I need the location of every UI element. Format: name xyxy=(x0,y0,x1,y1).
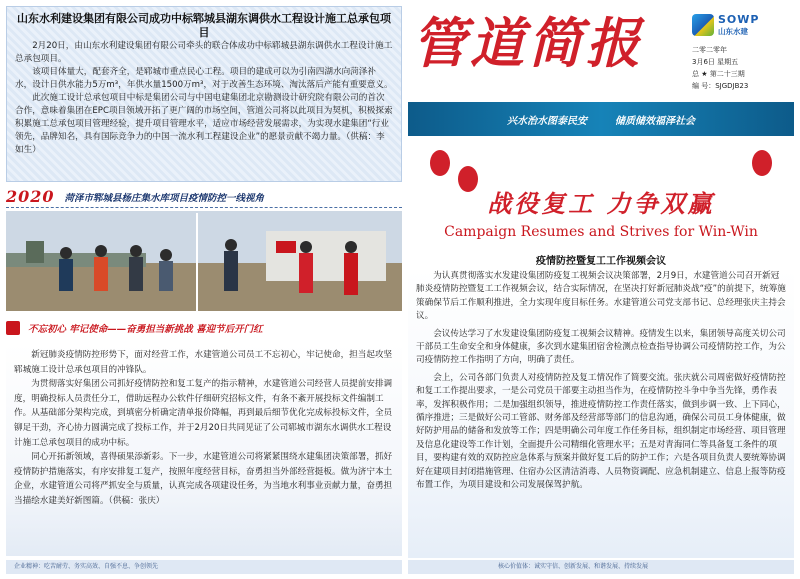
left-column xyxy=(6,6,402,574)
photo-section-header xyxy=(6,186,402,208)
right-column xyxy=(408,6,794,574)
year-label: 2020 xyxy=(6,187,55,206)
initial-mission-banner-text: 不忘初心 牢记使命——奋勇担当新挑战 喜迎节后开门红 xyxy=(28,324,263,335)
slogan-1: 兴水治水图泰民安 xyxy=(507,115,587,127)
lantern-icon xyxy=(752,150,772,176)
article-mission-paragraph-3: 同心开拓新领域，喜得硕果添新彩。下一步，水建管道公司将紧紧围绕水建集团决策部署，抓好疫情防护措施落实，有序安排复工复产，按照年度经营目标，奋勇担当外部经营挺板。做为济宁本土企业，水建管道公司将严抓安全与质量，认真完成各项建设任务，为当地水利事业贡献力量，奋勇担当描绘水建美好新图篇。（供稿：张庆） xyxy=(14,452,393,506)
photo-section-title: 菏泽市郓城县杨庄集水库项目疫情防控一线视角 xyxy=(64,192,265,204)
slogan-2: 储质储效福泽社会 xyxy=(615,115,695,127)
article-meeting-title: 疫情防控暨复工工作视频会议 xyxy=(536,256,666,267)
issue-number: 总 ★ 第二十三期 xyxy=(692,70,745,78)
masthead-title: 管道简报 xyxy=(412,11,644,75)
initial-mission-banner xyxy=(6,316,402,340)
sowp-logo-icon xyxy=(692,14,714,36)
article-meeting-paragraph-2: 会议传达学习了水发建设集团防疫复工视频会议精神。疫情发生以来，集团领导高度关切公司干部员工生命安全和身体健康，多次到水建集团宿舍检测点检查指导协调公司疫情防控工作，为公司疫情防控工作指明了方向，明确了责任。 xyxy=(416,328,786,366)
article-meeting-paragraph-1: 为认真贯彻落实水发建设集团防疫复工视频会议决策部署，2月9日，水建管道公司召开新冠肺炎疫情防控暨复工工作视频会议，结合实际情况，在坚决打好新冠肺炎战“疫”的前提下，统筹施策确保节后工作顺利推进，全力实现年度目标任务。水建管道公司党支部书记、总经理张庆主持会议。 xyxy=(416,271,786,322)
article-meeting xyxy=(408,268,794,558)
slogan-bar xyxy=(408,102,794,136)
flag-icon xyxy=(6,321,20,335)
article-bid-win-paragraph-1: 2月20日，由山东水利建设集团有限公司牵头的联合体成功中标郓城县湖东调供水工程设计施工总承包项目。 xyxy=(15,41,393,64)
article-meeting-paragraph-3: 会上，公司各部门负责人对疫情防控及复工情况作了简要交流。张庆就公司周密做好疫情防控和复工工作提出要求，一是公司党员干部要主动担当作为，在疫情防控斗争中争当先锋，勇作表率，发挥积极作用；二是加强组织领导，推进疫情防控工作责任落实，做到步调一致、上下同心，循序推进；三是做好公司工管部、财务部及经营部等部门的信息沟通，确保公司员工身体健康，做好防护用品的储备和发放等工作；四是明确公司年度工作任务目标，组织制定市场经营、项目管理及信息化建设等工作计划，全面提升公司精细化管理水平；五是对青海同仁等具备复工条件的项目，要构建有效的双防控应急体系与预案并做好复工后的防护工作；六是各项目负责人要统筹协调好在建项目封闭措施管理、住宿办公区清洁消毒、人员物资调配、应急机制建立、信息上报等防疫布置工作，为项目建设和公司发展保驾护航。 xyxy=(416,372,786,491)
article-mission-paragraph-1: 新冠肺炎疫情防控形势下，面对经营工作，水建管道公司员工不忘初心，牢记使命，担当起攻坚郓城施工设计总承包项目的冲锋队。 xyxy=(14,350,393,375)
article-bid-win-title: 山东水利建设集团有限公司成功中标郓城县湖东调供水工程设计施工总承包项目 xyxy=(17,12,391,39)
logo-chinese: 山东水建 xyxy=(718,27,748,36)
poster-chinese-slogan: 战役复工 力争双赢 xyxy=(487,190,715,218)
masthead xyxy=(408,6,794,100)
photo-illustration xyxy=(6,211,402,311)
article-bid-win xyxy=(6,6,402,182)
core-values-footer: 核心价值体：诚实守信、创新发展、和谐发展、持续发展 xyxy=(408,560,794,574)
article-bid-win-paragraph-3: 此次施工设计总承包项目中标是集团公司与中国电建集团北京勘测设计研究院有限公司的首次合作，意味着集团在EPC项目领域开拓了更广阔的市场空间，管道公司将以此项目为契机，积极探索积累施工总承包项目管理经验，提升项目管理水平，适应市场经营发展需求，为实现水建集团“行业领先，品牌知名，具有国际竞争力的中国一流水利工程建设企业”的愿景贡献不竭力量。（供稿：李如生） xyxy=(15,93,393,155)
issue-date: 3月6日 星期五 xyxy=(692,58,739,66)
enterprise-spirit-footer: 企业精神：吃苦耐劳、务实高效、自强不息、争创领先 xyxy=(6,560,402,574)
lantern-icon xyxy=(430,150,450,176)
issue-meta xyxy=(692,44,788,92)
article-bid-win-paragraph-2: 该项目体量大，配套齐全，是郓城市重点民心工程。项目的建成可以为引南四湖水向菏泽补水，设计日供水能力5万m³，年供水量1500万m³，对于改善生态环境、淘汰落后产能有重要意义。 xyxy=(15,67,393,90)
article-mission-paragraph-2: 为贯彻落实好集团公司抓好疫情防控和复工复产的指示精神，水建管道公司经营人员提前安排调度，明确投标人员责任分工，借助远程办公软件仔细研究招标文件，有条不紊开展投标文件编制工作。从基础部分架构完成，到填密分析确定清单报价降幅，再到最后细节优化完成标投标文件，全员铆足干劲，齐心协力圆满完成了投标工作，并于2月20日共同见证了公司郓城市湖东水调供水工程设计施工总承包项目的成功中标。 xyxy=(14,379,393,448)
issue-code: 编 号：SJGDJB23 xyxy=(692,82,749,90)
poster-english-slogan: Campaign Resumes and Strives for Win-Win xyxy=(444,224,758,240)
logo-english: SOWP xyxy=(718,13,760,26)
epidemic-frontline-photo xyxy=(6,211,402,311)
company-logo xyxy=(692,8,788,42)
campaign-poster xyxy=(408,140,794,248)
issue-year: 二零二零年 xyxy=(692,46,727,54)
article-mission xyxy=(6,344,402,556)
